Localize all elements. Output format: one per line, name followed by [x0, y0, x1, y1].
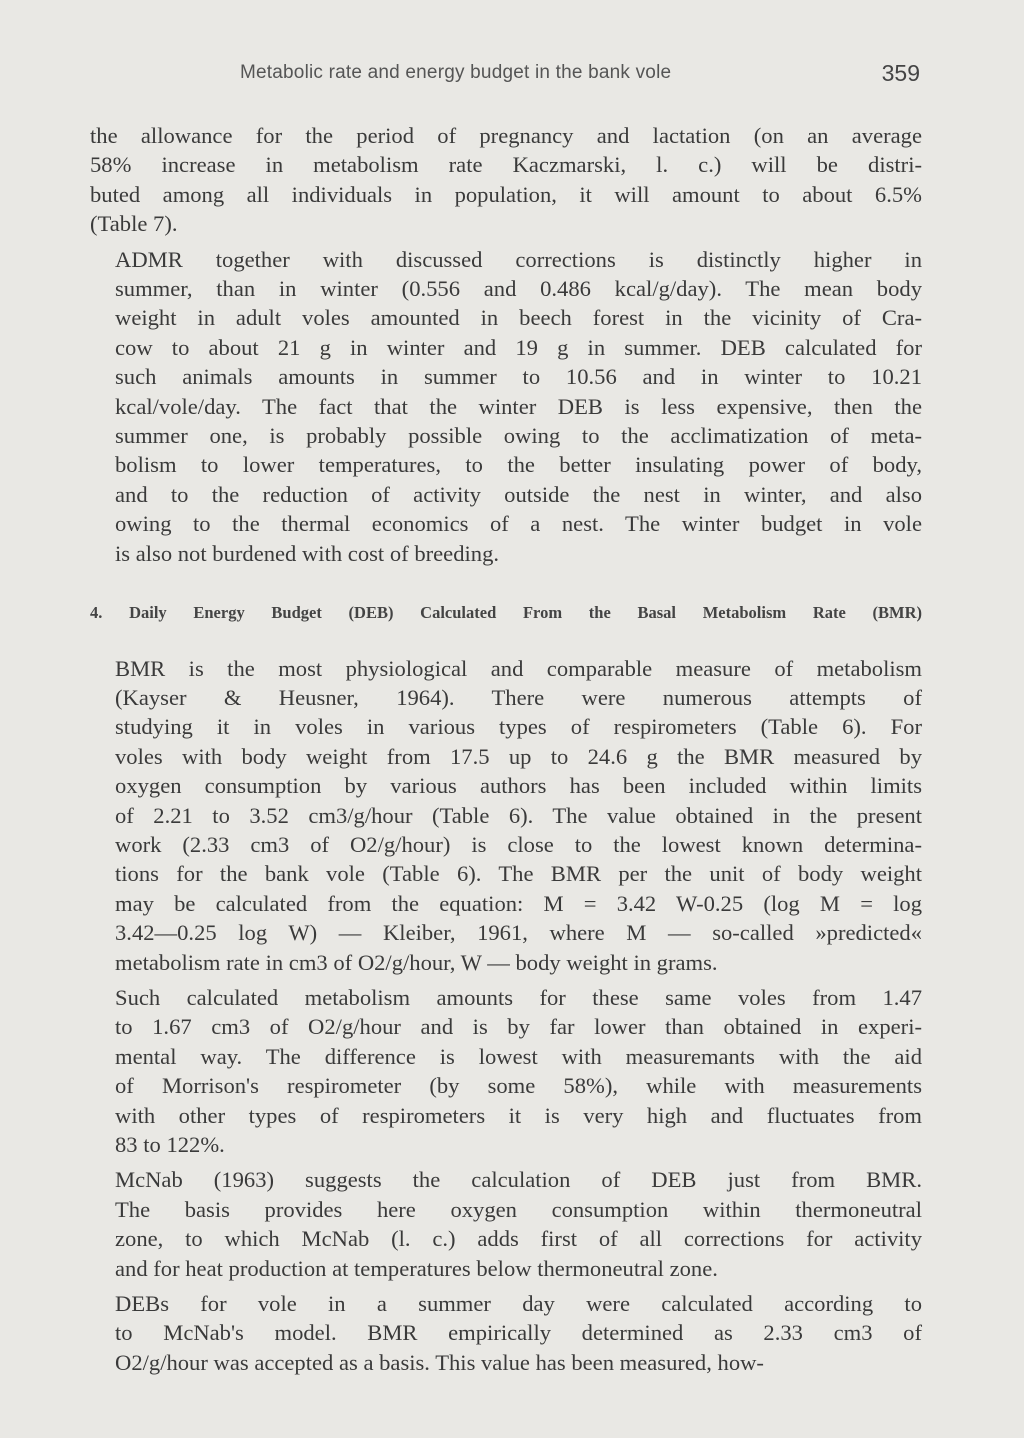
text-line: 58% increase in metabolism rate Kaczmarski, l. c.) will be distri- [90, 152, 922, 178]
text-line: weight in adult voles amounted in beech forest in the vicinity of Cra- [115, 305, 922, 331]
text-line: zone, to which McNab (l. c.) adds first of all corrections for activity [115, 1226, 922, 1252]
text-line: kcal/vole/day. The fact that the winter DEB is less expensive, then the [115, 393, 922, 419]
text-line: summer, than in winter (0.556 and 0.486 kcal/g/day). The mean body [115, 276, 922, 302]
text-line: Such calculated metabolism amounts for these same voles from 1.47 [115, 984, 922, 1010]
text-line: the allowance for the period of pregnancy and lactation (on an average [90, 123, 922, 148]
text-line: such animals amounts in summer to 10.56 and in winter to 10.21 [115, 364, 922, 390]
text-line: DEBs for vole in a summer day were calculated according to [115, 1291, 922, 1317]
text-line: to McNab's model. BMR empirically determined as 2.33 cm3 of [115, 1320, 922, 1346]
running-title: Metabolic rate and energy budget in the bank vole [240, 62, 672, 83]
paragraph-3 [90, 654, 922, 977]
text-line: (Kayser & Heusner, 1964). There were numerous attempts of [115, 684, 922, 710]
page-number: 359 [881, 60, 920, 86]
text-line: summer one, is probably possible owing to the acclimatization of meta- [115, 423, 922, 449]
running-head [90, 60, 920, 88]
text-line: and for heat production at temperatures below thermoneutral zone. [115, 1255, 718, 1281]
text-line: is also not burdened with cost of breeding. [115, 540, 500, 566]
text-line: of Morrison's respirometer (by some 58%), while with measurements [115, 1073, 922, 1099]
paragraph-4 [90, 983, 922, 1159]
text-line: may be calculated from the equation: M = 3.42 W-0.25 (log M = log [115, 890, 922, 916]
text-line: ADMR together with discussed corrections is distinctly higher in [115, 246, 922, 272]
text-line: buted among all individuals in population, it will amount to about 6.5% [90, 181, 922, 207]
text-line: bolism to lower temperatures, to the better insulating power of body, [115, 452, 922, 478]
text-line: McNab (1963) suggests the calculation of DEB just from BMR. [115, 1167, 922, 1193]
paragraph-5 [90, 1165, 922, 1283]
text-line: owing to the thermal economics of a nest. The winter budget in vole [115, 511, 922, 537]
text-line: O2/g/hour was accepted as a basis. This value has been measured, how- [115, 1349, 764, 1375]
text-line: tions for the bank vole (Table 6). The BMR per the unit of body weight [115, 861, 922, 887]
text-line: mental way. The difference is lowest with measuremants with the aid [115, 1043, 922, 1069]
text-line: 83 to 122%. [115, 1132, 225, 1157]
text-line: voles with body weight from 17.5 up to 24.6 g the BMR measured by [115, 743, 922, 769]
section-heading: 4. Daily Energy Budget (DEB) Calculated From the Basal Metabolism Rate (BMR) [90, 603, 922, 623]
article-body [90, 121, 922, 1377]
text-line: 3.42—0.25 log W) — Kleiber, 1961, where M — so-called »predicted« [115, 920, 922, 946]
text-line: oxygen consumption by various authors has been included within limits [115, 773, 922, 799]
text-line: cow to about 21 g in winter and 19 g in summer. DEB calculated for [115, 334, 922, 360]
text-line: The basis provides here oxygen consumption within thermoneutral [115, 1196, 922, 1222]
paragraph-6 [90, 1289, 922, 1377]
text-line: BMR is the most physiological and comparable measure of metabolism [115, 655, 922, 681]
paragraph-1 [90, 121, 922, 239]
text-line: of 2.21 to 3.52 cm3/g/hour (Table 6). The value obtained in the present [115, 802, 922, 828]
text-line: studying it in voles in various types of respirometers (Table 6). For [115, 714, 922, 740]
paragraph-2 [90, 245, 922, 568]
text-line: (Table 7). [90, 211, 178, 237]
text-line: work (2.33 cm3 of O2/g/hour) is close to the lowest known determina- [115, 831, 922, 857]
text-line: with other types of respirometers it is very high and fluctuates from [115, 1102, 922, 1128]
text-line: and to the reduction of activity outside the nest in winter, and also [115, 481, 922, 507]
text-line: to 1.67 cm3 of O2/g/hour and is by far lower than obtained in experi- [115, 1014, 922, 1040]
text-line: metabolism rate in cm3 of O2/g/hour, W — body weight in grams. [115, 949, 718, 975]
